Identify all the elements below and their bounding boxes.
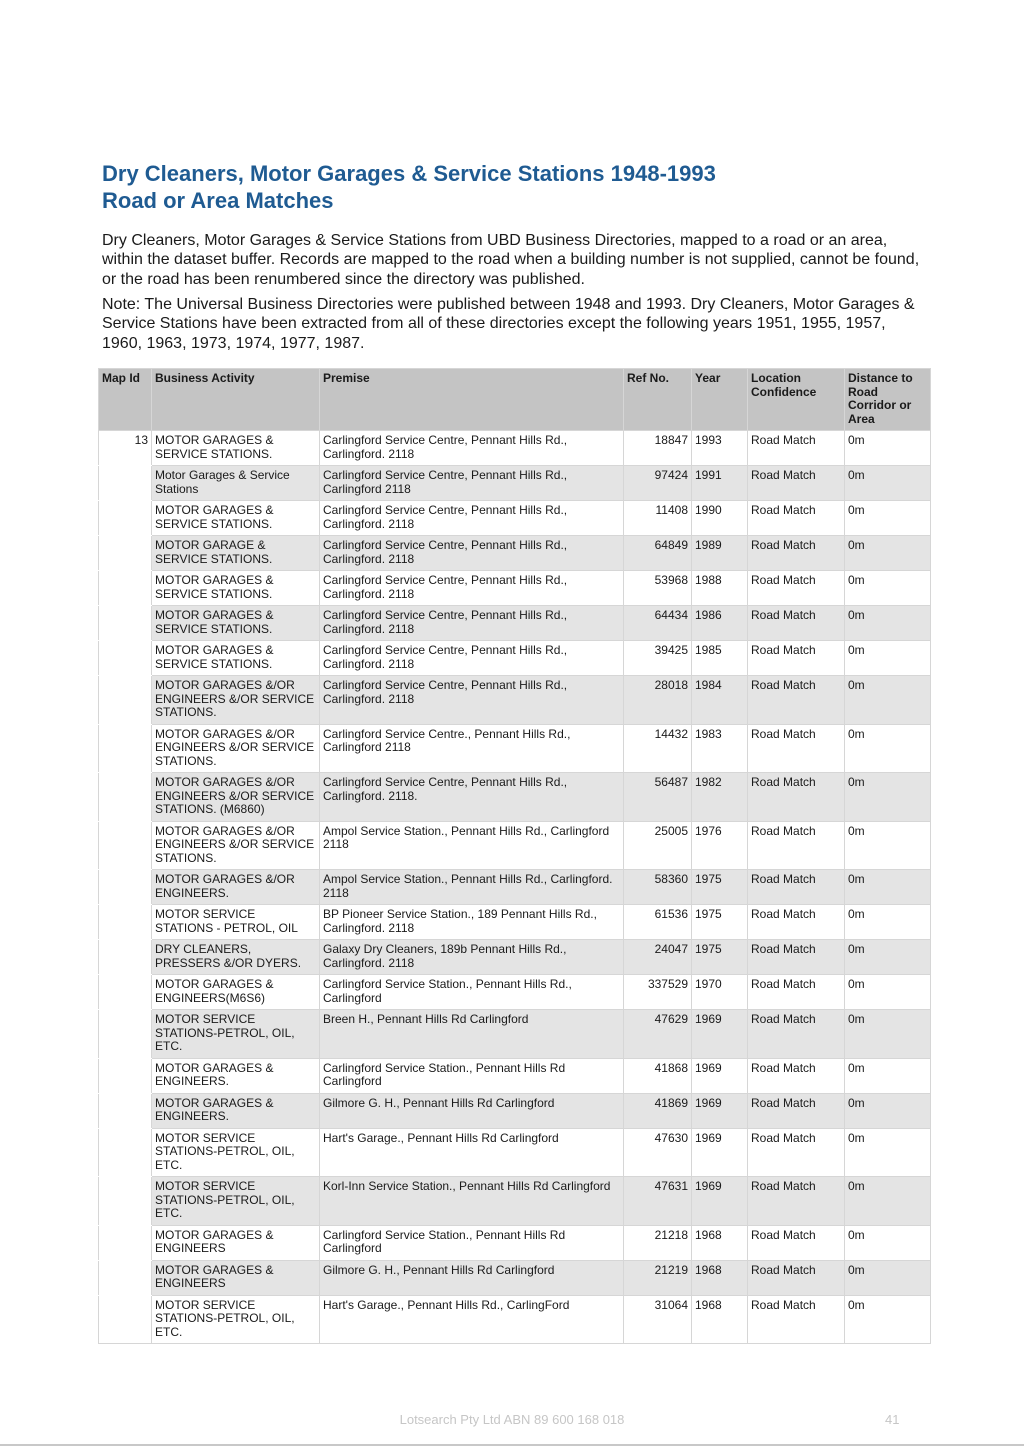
cell-distance: 0m (845, 1128, 931, 1177)
cell-map-id (99, 940, 152, 975)
cell-ref-no: 39425 (624, 641, 692, 676)
cell-location-confidence: Road Match (748, 571, 845, 606)
cell-premise: Gilmore G. H., Pennant Hills Rd Carlingford (320, 1093, 624, 1128)
cell-location-confidence: Road Match (748, 1295, 845, 1344)
cell-ref-no: 24047 (624, 940, 692, 975)
cell-map-id (99, 1260, 152, 1295)
cell-year: 1970 (692, 975, 748, 1010)
table-row (99, 501, 931, 536)
cell-year: 1976 (692, 821, 748, 870)
cell-ref-no: 64849 (624, 536, 692, 571)
cell-year: 1986 (692, 606, 748, 641)
note-paragraph: Note: The Universal Business Directories were published between 1948 and 1993. Dry Cleaners, Motor Garages & Service Stations have been extracted from all of these directories except the following years 1951, 1955, 1957, 1960, 1963, 1973, 1974, 1977, 1987. (102, 296, 915, 352)
cell-location-confidence: Road Match (748, 1260, 845, 1295)
cell-ref-no: 21219 (624, 1260, 692, 1295)
cell-location-confidence: Road Match (748, 821, 845, 870)
cell-premise: Hart's Garage., Pennant Hills Rd Carlingford (320, 1128, 624, 1177)
records-table (98, 368, 931, 1344)
table-row (99, 641, 931, 676)
cell-premise: BP Pioneer Service Station., 189 Pennant Hills Rd., Carlingford. 2118 (320, 905, 624, 940)
cell-business-activity: MOTOR GARAGES &/OR ENGINEERS. (152, 870, 320, 905)
cell-business-activity: MOTOR GARAGES & SERVICE STATIONS. (152, 431, 320, 466)
cell-year: 1984 (692, 676, 748, 725)
cell-location-confidence: Road Match (748, 1128, 845, 1177)
cell-premise: Carlingford Service Centre, Pennant Hills Rd., Carlingford. 2118 (320, 431, 624, 466)
cell-ref-no: 28018 (624, 676, 692, 725)
cell-map-id (99, 501, 152, 536)
cell-location-confidence: Road Match (748, 1177, 845, 1226)
cell-ref-no: 18847 (624, 431, 692, 466)
cell-map-id (99, 870, 152, 905)
cell-ref-no: 47629 (624, 1010, 692, 1059)
cell-year: 1975 (692, 940, 748, 975)
cell-premise: Carlingford Service Station., Pennant Hills Rd Carlingford (320, 1058, 624, 1093)
header-business-activity: Business Activity (152, 369, 320, 431)
cell-distance: 0m (845, 676, 931, 725)
cell-map-id (99, 606, 152, 641)
footer-divider (0, 1444, 1024, 1446)
cell-location-confidence: Road Match (748, 536, 845, 571)
cell-map-id (99, 466, 152, 501)
cell-premise: Gilmore G. H., Pennant Hills Rd Carlingford (320, 1260, 624, 1295)
table-header-row (99, 369, 931, 431)
header-distance: Distance to Road Corridor or Area (845, 369, 931, 431)
cell-ref-no: 97424 (624, 466, 692, 501)
cell-location-confidence: Road Match (748, 501, 845, 536)
cell-ref-no: 25005 (624, 821, 692, 870)
cell-premise: Carlingford Service Station., Pennant Hills Rd Carlingford (320, 1225, 624, 1260)
cell-map-id (99, 975, 152, 1010)
cell-ref-no: 11408 (624, 501, 692, 536)
cell-location-confidence: Road Match (748, 773, 845, 822)
cell-ref-no: 56487 (624, 773, 692, 822)
cell-premise: Carlingford Service Centre, Pennant Hills Rd., Carlingford. 2118. (320, 773, 624, 822)
table-row (99, 1225, 931, 1260)
cell-distance: 0m (845, 905, 931, 940)
cell-distance: 0m (845, 431, 931, 466)
cell-map-id (99, 1225, 152, 1260)
cell-year: 1988 (692, 571, 748, 606)
cell-business-activity: MOTOR GARAGES & ENGINEERS. (152, 1058, 320, 1093)
cell-distance: 0m (845, 724, 931, 773)
cell-premise: Carlingford Service Centre, Pennant Hills Rd., Carlingford 2118 (320, 466, 624, 501)
cell-business-activity: MOTOR GARAGES &/OR ENGINEERS &/OR SERVICE STATIONS. (152, 821, 320, 870)
cell-distance: 0m (845, 773, 931, 822)
title-line-1: Dry Cleaners, Motor Garages & Service Stations 1948-1993 (102, 161, 716, 186)
cell-business-activity: MOTOR GARAGES & SERVICE STATIONS. (152, 641, 320, 676)
cell-year: 1975 (692, 905, 748, 940)
cell-premise: Carlingford Service Centre, Pennant Hills Rd., Carlingford. 2118 (320, 536, 624, 571)
cell-year: 1993 (692, 431, 748, 466)
cell-location-confidence: Road Match (748, 940, 845, 975)
cell-distance: 0m (845, 606, 931, 641)
cell-distance: 0m (845, 975, 931, 1010)
cell-map-id (99, 724, 152, 773)
cell-location-confidence: Road Match (748, 1093, 845, 1128)
cell-map-id (99, 641, 152, 676)
cell-location-confidence: Road Match (748, 1225, 845, 1260)
cell-location-confidence: Road Match (748, 606, 845, 641)
cell-map-id (99, 1177, 152, 1226)
cell-business-activity: MOTOR GARAGES & ENGINEERS (152, 1260, 320, 1295)
cell-premise: Breen H., Pennant Hills Rd Carlingford (320, 1010, 624, 1059)
cell-location-confidence: Road Match (748, 870, 845, 905)
cell-ref-no: 41868 (624, 1058, 692, 1093)
footer-company: Lotsearch Pty Ltd ABN 89 600 168 018 (399, 1412, 625, 1427)
cell-distance: 0m (845, 1058, 931, 1093)
cell-year: 1991 (692, 466, 748, 501)
cell-distance: 0m (845, 1093, 931, 1128)
cell-year: 1969 (692, 1093, 748, 1128)
cell-ref-no: 31064 (624, 1295, 692, 1344)
records-body (99, 431, 931, 1344)
cell-premise: Carlingford Service Station., Pennant Hills Rd., Carlingford (320, 975, 624, 1010)
cell-year: 1969 (692, 1058, 748, 1093)
cell-map-id (99, 1058, 152, 1093)
cell-business-activity: MOTOR GARAGES &/OR ENGINEERS &/OR SERVICE STATIONS. (152, 676, 320, 725)
cell-business-activity: MOTOR GARAGES & SERVICE STATIONS. (152, 606, 320, 641)
cell-premise: Carlingford Service Centre, Pennant Hills Rd., Carlingford. 2118 (320, 501, 624, 536)
header-map-id: Map Id (99, 369, 152, 431)
cell-ref-no: 47631 (624, 1177, 692, 1226)
cell-distance: 0m (845, 940, 931, 975)
cell-year: 1969 (692, 1010, 748, 1059)
cell-ref-no: 337529 (624, 975, 692, 1010)
table-row (99, 1128, 931, 1177)
cell-distance: 0m (845, 466, 931, 501)
cell-location-confidence: Road Match (748, 641, 845, 676)
cell-year: 1968 (692, 1260, 748, 1295)
cell-business-activity: MOTOR SERVICE STATIONS - PETROL, OIL (152, 905, 320, 940)
cell-distance: 0m (845, 536, 931, 571)
cell-premise: Ampol Service Station., Pennant Hills Rd., Carlingford 2118 (320, 821, 624, 870)
header-ref-no: Ref No. (624, 369, 692, 431)
cell-ref-no: 21218 (624, 1225, 692, 1260)
cell-distance: 0m (845, 870, 931, 905)
cell-ref-no: 64434 (624, 606, 692, 641)
cell-business-activity: MOTOR SERVICE STATIONS-PETROL, OIL, ETC. (152, 1295, 320, 1344)
cell-location-confidence: Road Match (748, 724, 845, 773)
cell-map-id (99, 905, 152, 940)
cell-premise: Galaxy Dry Cleaners, 189b Pennant Hills Rd., Carlingford. 2118 (320, 940, 624, 975)
table-row (99, 466, 931, 501)
cell-premise: Hart's Garage., Pennant Hills Rd., CarlingFord (320, 1295, 624, 1344)
cell-distance: 0m (845, 1225, 931, 1260)
cell-distance: 0m (845, 1260, 931, 1295)
cell-year: 1985 (692, 641, 748, 676)
cell-premise: Carlingford Service Centre, Pennant Hills Rd., Carlingford. 2118 (320, 571, 624, 606)
footer-page-number: 41 (885, 1412, 900, 1427)
table-row (99, 536, 931, 571)
cell-business-activity: DRY CLEANERS, PRESSERS &/OR DYERS. (152, 940, 320, 975)
cell-distance: 0m (845, 501, 931, 536)
cell-business-activity: MOTOR GARAGES & SERVICE STATIONS. (152, 571, 320, 606)
table-row (99, 724, 931, 773)
cell-year: 1975 (692, 870, 748, 905)
cell-business-activity: MOTOR GARAGES &/OR ENGINEERS &/OR SERVICE STATIONS. (M6860) (152, 773, 320, 822)
cell-ref-no: 41869 (624, 1093, 692, 1128)
table-row (99, 940, 931, 975)
cell-map-id (99, 536, 152, 571)
cell-distance: 0m (845, 1295, 931, 1344)
cell-year: 1969 (692, 1128, 748, 1177)
cell-year: 1968 (692, 1295, 748, 1344)
cell-business-activity: MOTOR GARAGES &/OR ENGINEERS &/OR SERVICE STATIONS. (152, 724, 320, 773)
cell-map-id (99, 571, 152, 606)
header-year: Year (692, 369, 748, 431)
cell-map-id (99, 676, 152, 725)
header-location-confidence: Location Confidence (748, 369, 845, 431)
cell-distance: 0m (845, 821, 931, 870)
cell-business-activity: MOTOR GARAGE & SERVICE STATIONS. (152, 536, 320, 571)
cell-year: 1969 (692, 1177, 748, 1226)
cell-premise: Carlingford Service Centre, Pennant Hills Rd., Carlingford. 2118 (320, 676, 624, 725)
cell-premise: Carlingford Service Centre, Pennant Hills Rd., Carlingford. 2118 (320, 641, 624, 676)
cell-premise: Ampol Service Station., Pennant Hills Rd., Carlingford. 2118 (320, 870, 624, 905)
cell-map-id (99, 1010, 152, 1059)
table-row (99, 905, 931, 940)
table-row (99, 975, 931, 1010)
cell-ref-no: 61536 (624, 905, 692, 940)
cell-map-id (99, 773, 152, 822)
table-row (99, 571, 931, 606)
cell-map-id (99, 1093, 152, 1128)
intro-paragraph: Dry Cleaners, Motor Garages & Service Stations from UBD Business Directories, mapped to a road or an area, within the dataset buffer. Records are mapped to the road when a building number is not supplied, cannot be found, or the road has been renumbered since the directory was published. (102, 232, 920, 288)
table-row (99, 1010, 931, 1059)
table-row (99, 431, 931, 466)
table-row (99, 606, 931, 641)
page-title (102, 160, 922, 214)
cell-year: 1983 (692, 724, 748, 773)
cell-location-confidence: Road Match (748, 905, 845, 940)
table-row (99, 1295, 931, 1344)
table-row (99, 1058, 931, 1093)
cell-distance: 0m (845, 571, 931, 606)
cell-location-confidence: Road Match (748, 466, 845, 501)
cell-location-confidence: Road Match (748, 975, 845, 1010)
table-row (99, 1093, 931, 1128)
cell-location-confidence: Road Match (748, 1010, 845, 1059)
cell-year: 1989 (692, 536, 748, 571)
cell-ref-no: 47630 (624, 1128, 692, 1177)
cell-ref-no: 58360 (624, 870, 692, 905)
cell-location-confidence: Road Match (748, 1058, 845, 1093)
cell-business-activity: Motor Garages & Service Stations (152, 466, 320, 501)
cell-business-activity: MOTOR GARAGES & ENGINEERS (152, 1225, 320, 1260)
cell-map-id: 13 (99, 431, 152, 466)
cell-ref-no: 14432 (624, 724, 692, 773)
table-row (99, 676, 931, 725)
table-row (99, 1260, 931, 1295)
cell-map-id (99, 1128, 152, 1177)
cell-business-activity: MOTOR SERVICE STATIONS-PETROL, OIL, ETC. (152, 1177, 320, 1226)
table-row (99, 1177, 931, 1226)
cell-distance: 0m (845, 1010, 931, 1059)
cell-location-confidence: Road Match (748, 431, 845, 466)
table-row (99, 821, 931, 870)
cell-ref-no: 53968 (624, 571, 692, 606)
header-premise: Premise (320, 369, 624, 431)
cell-year: 1982 (692, 773, 748, 822)
cell-business-activity: MOTOR GARAGES & ENGINEERS(M6S6) (152, 975, 320, 1010)
cell-map-id (99, 821, 152, 870)
cell-business-activity: MOTOR GARAGES & SERVICE STATIONS. (152, 501, 320, 536)
table-row (99, 773, 931, 822)
title-line-2: Road or Area Matches (102, 188, 334, 213)
cell-business-activity: MOTOR SERVICE STATIONS-PETROL, OIL, ETC. (152, 1010, 320, 1059)
cell-business-activity: MOTOR GARAGES & ENGINEERS. (152, 1093, 320, 1128)
cell-year: 1968 (692, 1225, 748, 1260)
table-row (99, 870, 931, 905)
cell-location-confidence: Road Match (748, 676, 845, 725)
cell-business-activity: MOTOR SERVICE STATIONS-PETROL, OIL, ETC. (152, 1128, 320, 1177)
cell-distance: 0m (845, 641, 931, 676)
cell-premise: Carlingford Service Centre, Pennant Hills Rd., Carlingford. 2118 (320, 606, 624, 641)
cell-map-id (99, 1295, 152, 1344)
cell-premise: Carlingford Service Centre., Pennant Hills Rd., Carlingford 2118 (320, 724, 624, 773)
cell-year: 1990 (692, 501, 748, 536)
cell-premise: Korl-Inn Service Station., Pennant Hills Rd Carlingford (320, 1177, 624, 1226)
cell-distance: 0m (845, 1177, 931, 1226)
